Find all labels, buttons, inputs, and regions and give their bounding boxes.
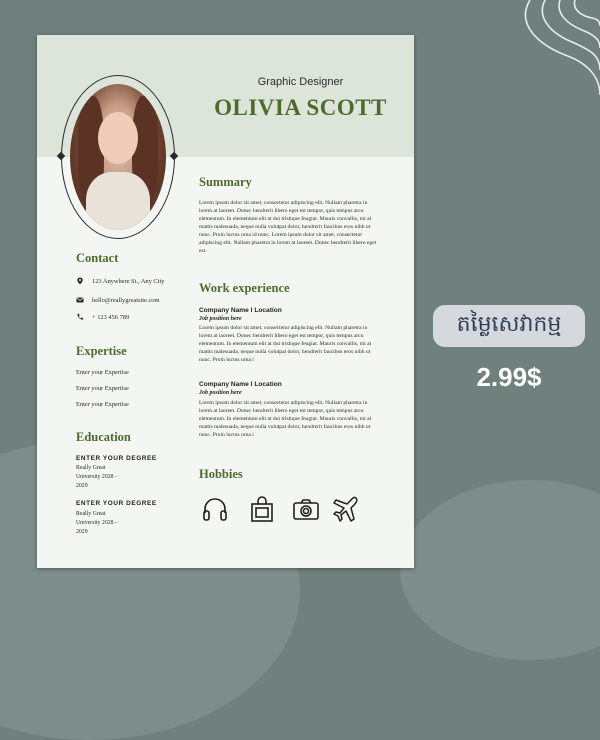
job-description: Lorem ipsum dolor sit amet, consectetur adipiscing elit. Nullam pharetra in lorem at laoreet. Donec hendrerit libero eget est tempor, quis tempus arcu elementum. In elementum elit at dui tristique feugiat. Mauris convallis, mi at mattis malesuada, neque nulla volutpat dolor, hendrerit faucibus eros nibh ut nunc. Proin luctus urna i xyxy=(199,400,372,438)
summary-text: Lorem ipsum dolor sit amet, consectetur adipiscing elit. Nullam pharetra in lorem at laoreet. Donec hendrerit libero eget est tempor, quis tempus arcu elementum. In elementum elit at dui tristique feugiat. Mauris convallis, mi at mattis malesuada, neque nulla volutpat dolor, hendrerit faucibus eros nibh ut nunc. Proin luctus urna id nunc. Lorem ipsum dolor sit amet, consectetur adipiscing elit. Nullam pharetra in lorem at laoreet. Donec hendrerit libero eget est. xyxy=(199,200,377,254)
email-text: hello@reallygreatsite.com xyxy=(92,296,160,304)
degree-details xyxy=(76,464,156,491)
study-end-year: 2029 xyxy=(76,483,88,489)
expertise-item: Enter your Expertise xyxy=(76,369,129,376)
contact-email xyxy=(76,296,159,304)
address-text: 123 Anywhere St., Any City xyxy=(92,277,165,285)
airplane-icon xyxy=(332,495,360,523)
school-name: Really Great xyxy=(76,511,106,517)
expertise-heading: Expertise xyxy=(76,344,127,358)
job-title: Graphic Designer xyxy=(257,76,344,88)
profile-photo xyxy=(70,84,166,230)
contact-heading: Contact xyxy=(76,251,119,265)
company-name: Company Name I Location xyxy=(199,307,282,314)
envelope-icon xyxy=(76,296,84,304)
company-name: Company Name I Location xyxy=(199,381,282,388)
education-heading: Education xyxy=(76,430,131,444)
degree-title: ENTER YOUR DEGREE xyxy=(76,500,157,507)
location-pin-icon xyxy=(76,277,84,285)
degree-title: ENTER YOUR DEGREE xyxy=(76,455,157,462)
job-position: Job position here xyxy=(199,316,242,322)
phone-text: + 123 456 789 xyxy=(92,313,130,321)
candidate-name: OLIVIA SCOTT xyxy=(214,95,387,120)
job-description: Lorem ipsum dolor sit amet, consectetur adipiscing elit. Nullam pharetra in lorem at laoreet. Donec hendrerit libero eget est tempor, quis tempus arcu elementum. In elementum elit at dui tristique feugiat. Mauris convallis, mi at mattis malesuada, neque nulla volutpat dolor, hendrerit faucibus eros nibh ut nunc. Proin luctus urna i xyxy=(199,325,372,363)
camera-icon xyxy=(292,495,320,523)
headphones-icon xyxy=(201,495,229,523)
study-years: University 2028 - xyxy=(76,520,117,526)
degree-details xyxy=(76,510,156,537)
price-label-pill: តម្លៃសេវាកម្ម xyxy=(433,305,585,347)
school-name: Really Great xyxy=(76,465,106,471)
expertise-item: Enter your Expertise xyxy=(76,401,129,408)
expertise-item: Enter your Expertise xyxy=(76,385,129,392)
phone-icon xyxy=(76,313,84,321)
resume-page xyxy=(37,35,414,568)
shopping-bag-icon xyxy=(248,495,276,523)
contact-phone xyxy=(76,313,129,321)
background-shape xyxy=(400,480,600,660)
job-position: Job position here xyxy=(199,390,242,396)
summary-heading: Summary xyxy=(199,175,252,189)
contact-address xyxy=(76,277,164,285)
hobbies-heading: Hobbies xyxy=(199,467,243,481)
price-text: 2.99$ xyxy=(476,362,542,392)
contour-lines-decoration xyxy=(510,0,600,100)
study-years: University 2028 - xyxy=(76,474,117,480)
study-end-year: 2029 xyxy=(76,529,88,535)
work-experience-heading: Work experience xyxy=(199,281,290,295)
